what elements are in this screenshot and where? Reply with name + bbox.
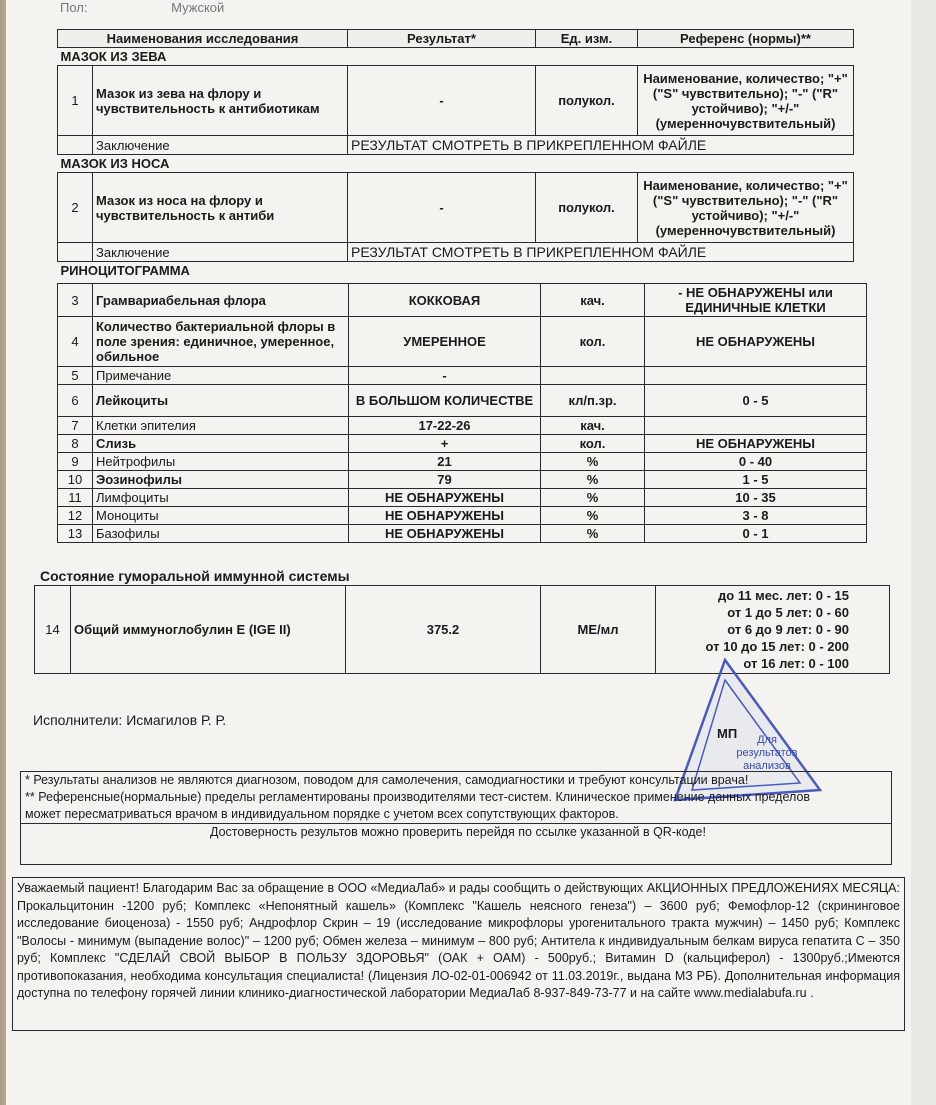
table-row (58, 507, 867, 525)
cell-result: 21 (349, 453, 541, 471)
cell-unit: % (541, 507, 645, 525)
table-row (58, 385, 867, 417)
table-row: Заключение РЕЗУЛЬТАТ СМОТРЕТЬ В ПРИКРЕПЛЕННОМ ФАЙЛЕ (58, 136, 854, 155)
results-table-top (57, 29, 854, 279)
cell-result: НЕ ОБНАРУЖЕНЫ (349, 525, 541, 543)
cell-result: 79 (349, 471, 541, 489)
sex-label: Пол: (60, 0, 88, 15)
cell-num: 12 (58, 507, 93, 525)
table-row (58, 284, 867, 317)
test-name: Примечание (93, 367, 349, 385)
test-name: Общий иммуноглобулин Е (IGE II) (71, 586, 346, 674)
test-name: Слизь (93, 435, 349, 453)
cell-num: 11 (58, 489, 93, 507)
promo-box: Уважаемый пациент! Благодарим Вас за обращение в ООО «МедиаЛаб» и рады сообщить о действующих АКЦИОННЫХ ПРЕДЛОЖЕНИЯХ МЕСЯЦА: Прокальцитонин -1200 руб; Комплекс «Непонятный кашель» (Комплекс "Кашель неясного генеза") – 3600 руб; Фемофлор-12 (скрининговое исследование биоценоза) - 1550 руб; Андрофлор Скрин – 19 (исследование микрофлоры урогенитального тракта мужчин) – 1450 руб; Комплекс "Волосы - минимум (выпадение волос)" – 1200 руб; Обмен железа – минимум – 800 руб; Антитела к индивидуальным белкам вируса гепатита С – 350 руб; Комплекс "СДЕЛАЙ СВОЙ ВЫБОР В ПОЛЬЗУ ЗДОРОВЬЯ" (ОАК + ОАМ) - 500руб.; Витамин D (кальциферол) - 1300руб.;Имеются противопоказания, необходима консультация специалиста! (Лицензия ЛО-02-01-006942 от 11.03.2019г., выдана МЗ РБ). Дополнительная информация доступна по телефону горячей линии клинико-диагностической лаборатории МедиаЛаб 8-937-849-73-77 и на сайте www.medialabufa.ru . (12, 877, 905, 1031)
table-row: 14 Общий иммуноглобулин Е (IGE II) 375.2 МЕ/мл до 11 мес. лет: 0 - 15 от 1 до 5 лет: 0 - 60 от 6 до 9 лет: 0 - 90 от 10 до 15 лет: 0 - 200 от 16 лет: 0 - 100 (35, 586, 890, 674)
test-name: Лейкоциты (93, 385, 349, 417)
test-name: Грамвариабельная флора (93, 284, 349, 317)
table-row (58, 453, 867, 471)
header-unit: Ед. изм. (536, 30, 638, 48)
cell-result: КОККОВАЯ (349, 284, 541, 317)
reference: 0 - 1 (645, 525, 867, 543)
stamp-text: Для результатов анализов (736, 734, 798, 772)
cell-unit: кол. (541, 435, 645, 453)
reference: Наименование, количество; "+" ("S" чувствительно); "-" ("R" устойчиво); "+/-" (умеренночувствительный) (638, 173, 854, 243)
reference: 0 - 5 (645, 385, 867, 417)
note-3: может пересматриваться врачом в индивидуальном порядке с учетом всех сопутствующих факторов. (25, 807, 619, 821)
header-result: Результат* (348, 30, 536, 48)
table-row (58, 317, 867, 367)
table-row (58, 417, 867, 435)
cell-unit: % (541, 489, 645, 507)
section-title-nose: МАЗОК ИЗ НОСА (60, 156, 170, 171)
executors: Исполнители: Исмагилов Р. Р. (33, 712, 227, 728)
mp-label: МП (717, 726, 738, 741)
cell-result: + (349, 435, 541, 453)
rhinocytogram-table (57, 283, 867, 543)
cell-num: 9 (58, 453, 93, 471)
test-name: Клетки эпителия (93, 417, 349, 435)
test-name: Мазок из зева на флору и чувствительность к антибиотикам (93, 66, 348, 136)
reference: - НЕ ОБНАРУЖЕНЫ или ЕДИНИЧНЫЕ КЛЕТКИ (645, 284, 867, 317)
header-ref: Референс (нормы)** (638, 30, 854, 48)
cell-result: НЕ ОБНАРУЖЕНЫ (349, 489, 541, 507)
cell-num: 7 (58, 417, 93, 435)
cell-num: 4 (58, 317, 93, 367)
cell-num: 3 (58, 284, 93, 317)
test-name: Нейтрофилы (93, 453, 349, 471)
cell-unit: кач. (541, 417, 645, 435)
reference: НЕ ОБНАРУЖЕНЫ (645, 435, 867, 453)
header-name: Наименования исследования (58, 30, 348, 48)
test-name: Мазок из носа на флору и чувствительность к антиби (93, 173, 348, 243)
reference (645, 367, 867, 385)
table-row: 1 Мазок из зева на флору и чувствительность к антибиотикам - полукол. Наименование, количество; "+" ("S" чувствительно); "-" ("R" устойчиво); "+/-" (умеренночувствительный) (58, 66, 854, 136)
note-2: ** Референсные(нормальные) пределы регламентированы производителями тест-систем. Клиническое применение данных пределов (25, 790, 811, 804)
cell-unit: % (541, 525, 645, 543)
cell-result: 17-22-26 (349, 417, 541, 435)
cell-result: - (349, 367, 541, 385)
reference (645, 417, 867, 435)
reference-ranges: до 11 мес. лет: 0 - 15 от 1 до 5 лет: 0 - 60 от 6 до 9 лет: 0 - 90 от 10 до 15 лет: 0 - 200 от 16 лет: 0 - 100 (656, 586, 890, 674)
test-name: Количество бактериальной флоры в поле зрения: единичное, умеренное, обильное (93, 317, 349, 367)
test-name: Лимфоциты (93, 489, 349, 507)
table-row: Заключение РЕЗУЛЬТАТ СМОТРЕТЬ В ПРИКРЕПЛЕННОМ ФАЙЛЕ (58, 243, 854, 262)
table-row (58, 525, 867, 543)
cell-result: В БОЛЬШОМ КОЛИЧЕСТВЕ (349, 385, 541, 417)
reference: НЕ ОБНАРУЖЕНЫ (645, 317, 867, 367)
cell-unit: % (541, 471, 645, 489)
cell-num: 5 (58, 367, 93, 385)
cell-unit (541, 367, 645, 385)
sex-value: Мужской (171, 0, 225, 15)
table-row (58, 435, 867, 453)
test-name: Базофилы (93, 525, 349, 543)
reference: 0 - 40 (645, 453, 867, 471)
cell-result: УМЕРЕННОЕ (349, 317, 541, 367)
test-name: Эозинофилы (93, 471, 349, 489)
notes-box (20, 771, 892, 865)
test-name: Моноциты (93, 507, 349, 525)
cell-unit: % (541, 453, 645, 471)
table-row (58, 489, 867, 507)
cell-unit: кл/п.зр. (541, 385, 645, 417)
cell-num: 10 (58, 471, 93, 489)
reference: 3 - 8 (645, 507, 867, 525)
conclusion: РЕЗУЛЬТАТ СМОТРЕТЬ В ПРИКРЕПЛЕННОМ ФАЙЛЕ (348, 136, 854, 155)
section-title-throat: МАЗОК ИЗ ЗЕВА (60, 49, 167, 64)
cell-unit: кач. (541, 284, 645, 317)
top-cut-line (60, 0, 304, 15)
cell-num: 13 (58, 525, 93, 543)
cell-num: 8 (58, 435, 93, 453)
cell-num: 6 (58, 385, 93, 417)
section-title-rhinocytogram: РИНОЦИТОГРАММА (60, 263, 190, 278)
reference: 10 - 35 (645, 489, 867, 507)
table-row (58, 367, 867, 385)
section-title-immune: Состояние гуморальной иммунной системы (40, 568, 350, 584)
reference: 1 - 5 (645, 471, 867, 489)
conclusion: РЕЗУЛЬТАТ СМОТРЕТЬ В ПРИКРЕПЛЕННОМ ФАЙЛЕ (348, 243, 854, 262)
note-1: * Результаты анализов не являются диагнозом, поводом для самолечения, самодиагностики и требуют консультации врача! (25, 773, 749, 787)
table-row (58, 471, 867, 489)
table-header (58, 30, 854, 48)
reference: Наименование, количество; "+" ("S" чувствительно); "-" ("R" устойчиво); "+/-" (умеренночувствительный) (638, 66, 854, 136)
cell-result: НЕ ОБНАРУЖЕНЫ (349, 507, 541, 525)
table-row: 2 Мазок из носа на флору и чувствительность к антиби - полукол. Наименование, количество; "+" ("S" чувствительно); "-" ("R" устойчиво); "+/-" (умеренночувствительный) (58, 173, 854, 243)
cell-unit: кол. (541, 317, 645, 367)
qr-note: Достоверность результов можно проверить перейдя по ссылке указанной в QR-коде! (21, 823, 891, 841)
